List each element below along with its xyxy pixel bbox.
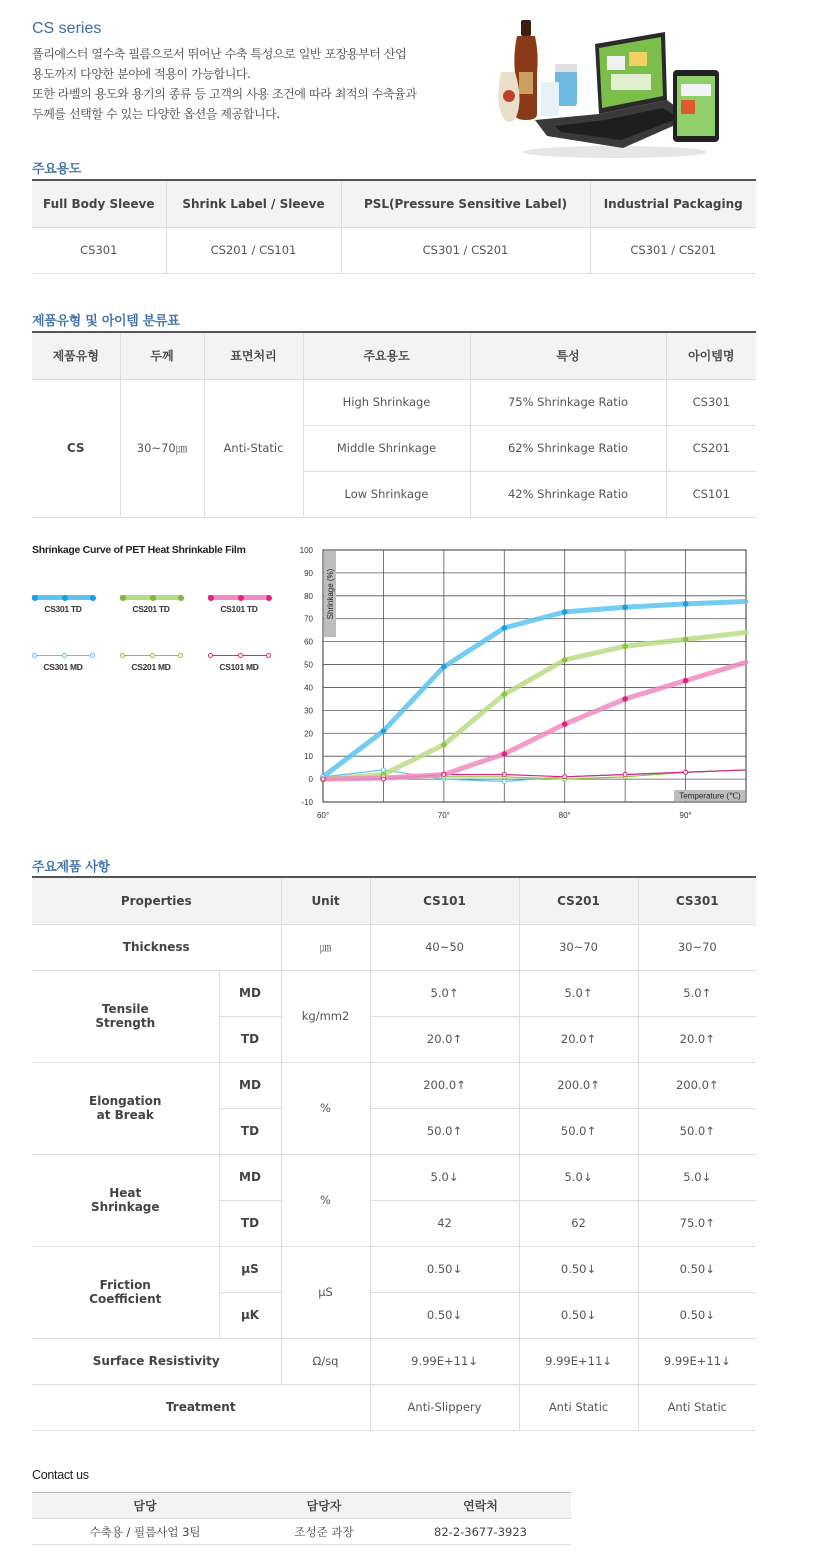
value: 62 xyxy=(519,1200,638,1246)
prop-label: at Break xyxy=(96,1108,154,1122)
legend-dot xyxy=(150,595,156,601)
legend-dot xyxy=(208,653,213,658)
x-axis-label: Temperature (℃) xyxy=(679,791,741,801)
prop-label: Strength xyxy=(95,1016,156,1030)
contact-header: 연락처 xyxy=(390,1493,571,1519)
value: 30~70 xyxy=(519,924,638,970)
legend-dot xyxy=(32,653,37,658)
value: 9.99E+11↓ xyxy=(370,1338,519,1384)
legend-item xyxy=(120,590,190,620)
legend-dot xyxy=(238,595,244,601)
legend-dot xyxy=(120,653,125,658)
contact-phone: 82-2-3677-3923 xyxy=(390,1519,571,1545)
class-header: 표면처리 xyxy=(204,332,303,379)
data-point xyxy=(501,751,507,757)
usage-value: CS301 / CS201 xyxy=(590,227,756,273)
data-point xyxy=(381,768,385,772)
data-point xyxy=(501,692,507,698)
legend-dot xyxy=(266,595,272,601)
sub-uk: μK xyxy=(219,1292,281,1338)
y-tick-label: 70 xyxy=(304,614,313,624)
value: 9.99E+11↓ xyxy=(519,1338,638,1384)
value: 5.0↑ xyxy=(370,970,519,1016)
data-point xyxy=(442,773,446,777)
y-tick-label: 10 xyxy=(304,752,313,762)
intro-text xyxy=(32,44,472,124)
prop-heat-shrinkage xyxy=(32,1154,219,1246)
contact-header: 담당 xyxy=(32,1493,258,1519)
shrinkage-chart xyxy=(290,540,760,825)
specs-header: Properties xyxy=(32,877,281,924)
legend-dot xyxy=(178,595,184,601)
prop-label: Heat xyxy=(109,1186,142,1200)
product-illustration xyxy=(495,14,725,162)
y-tick-label: 20 xyxy=(304,729,313,739)
class-usage: High Shrinkage xyxy=(303,379,470,425)
data-point xyxy=(683,601,689,607)
specs-table xyxy=(32,876,756,1431)
chart-title: Shrinkage Curve of PET Heat Shrinkable Film xyxy=(32,544,246,556)
y-tick-label: 30 xyxy=(304,706,313,716)
legend-label: CS201 MD xyxy=(131,662,171,672)
legend-label: CS101 MD xyxy=(219,662,259,672)
legend-dot xyxy=(62,595,68,601)
y-axis-label: Shrinkage (%) xyxy=(326,568,335,620)
value: 9.99E+11↓ xyxy=(638,1338,756,1384)
value: 50.0↑ xyxy=(519,1108,638,1154)
data-point xyxy=(623,773,627,777)
data-point xyxy=(441,742,447,748)
value: Anti-Slippery xyxy=(370,1384,519,1430)
value: 200.0↑ xyxy=(370,1062,519,1108)
contact-header: 담당자 xyxy=(258,1493,390,1519)
usage-section-title: 주요용도 xyxy=(32,162,82,177)
x-tick-label: 80° xyxy=(558,811,571,820)
intro-line: 또한 라벨의 용도와 용기의 종류 등 고객의 사용 조건에 따라 최적의 수축율과 xyxy=(32,87,417,101)
legend-label: CS201 TD xyxy=(132,604,170,614)
value: 5.0↑ xyxy=(638,970,756,1016)
legend-item xyxy=(208,590,278,620)
legend-label: CS301 TD xyxy=(44,604,82,614)
value: 0.50↓ xyxy=(370,1246,519,1292)
y-tick-label: 100 xyxy=(299,546,313,555)
class-item: CS101 xyxy=(666,471,756,517)
value: 5.0↓ xyxy=(370,1154,519,1200)
unit: % xyxy=(281,1062,370,1154)
data-point xyxy=(502,773,506,777)
value: 0.50↓ xyxy=(638,1246,756,1292)
usage-header: Industrial Packaging xyxy=(590,180,756,227)
data-point xyxy=(563,775,567,779)
value: 5.0↓ xyxy=(638,1154,756,1200)
legend-dot xyxy=(120,595,126,601)
y-tick-label: 90 xyxy=(304,568,313,578)
class-feature: 75% Shrinkage Ratio xyxy=(470,379,666,425)
prop-label: Coefficient xyxy=(89,1292,162,1306)
sub-md: MD xyxy=(219,1062,281,1108)
value: 0.50↓ xyxy=(519,1246,638,1292)
value: 200.0↑ xyxy=(519,1062,638,1108)
value: 30~70 xyxy=(638,924,756,970)
class-feature: 42% Shrinkage Ratio xyxy=(470,471,666,517)
usage-value: CS301 xyxy=(32,227,166,273)
class-header: 주요용도 xyxy=(303,332,470,379)
page-title: CS series xyxy=(32,20,102,37)
usage-value: CS201 / CS101 xyxy=(166,227,341,273)
surface-treatment: Anti-Static xyxy=(204,379,303,517)
value: 20.0↑ xyxy=(370,1016,519,1062)
value: 0.50↓ xyxy=(370,1292,519,1338)
class-usage: Middle Shrinkage xyxy=(303,425,470,471)
sub-td: TD xyxy=(219,1108,281,1154)
usage-header: Shrink Label / Sleeve xyxy=(166,180,341,227)
legend-item xyxy=(32,648,102,678)
legend-item xyxy=(32,590,102,620)
unit: kg/mm2 xyxy=(281,970,370,1062)
value: 20.0↑ xyxy=(638,1016,756,1062)
class-header: 제품유형 xyxy=(32,332,120,379)
class-header: 두께 xyxy=(120,332,204,379)
sub-md: MD xyxy=(219,970,281,1016)
prop-treatment: Treatment xyxy=(32,1384,370,1430)
value: 20.0↑ xyxy=(519,1016,638,1062)
prop-label: Shrinkage xyxy=(90,1200,160,1214)
legend-item xyxy=(208,648,278,678)
prop-elongation xyxy=(32,1062,219,1154)
data-point xyxy=(502,779,506,783)
intro-line: 폴리에스터 열수축 필름으로서 뛰어난 수축 특성으로 일반 포장용부터 산업 xyxy=(32,47,407,61)
data-point xyxy=(622,696,628,702)
prop-label: Friction xyxy=(99,1278,151,1292)
unit: ㎛ xyxy=(281,924,370,970)
contact-dept: 수축용 / 필름사업 3팀 xyxy=(32,1519,258,1545)
legend-dot xyxy=(266,653,271,658)
data-point xyxy=(622,604,628,610)
sub-md: MD xyxy=(219,1154,281,1200)
y-tick-label: 40 xyxy=(304,683,313,693)
unit: Ω/sq xyxy=(281,1338,370,1384)
value: 50.0↑ xyxy=(638,1108,756,1154)
x-tick-label: 60° xyxy=(316,811,330,820)
usage-value: CS301 / CS201 xyxy=(341,227,590,273)
prop-label: Elongation xyxy=(89,1094,162,1108)
legend-dot xyxy=(150,653,155,658)
legend-dot xyxy=(62,653,67,658)
y-tick-label: 0 xyxy=(308,775,313,785)
value: Anti Static xyxy=(638,1384,756,1430)
legend-dot xyxy=(32,595,38,601)
data-point xyxy=(441,664,447,670)
legend-dot xyxy=(238,653,243,658)
legend-dot xyxy=(90,595,96,601)
prop-label: Tensile xyxy=(101,1002,149,1016)
data-point xyxy=(684,770,688,774)
intro-line: 두께를 선택할 수 있는 다양한 옵션을 제공합니다. xyxy=(32,107,280,121)
legend-dot xyxy=(208,595,214,601)
legend-label: CS301 MD xyxy=(43,662,83,672)
data-point xyxy=(562,721,568,727)
x-tick-label: 70° xyxy=(437,811,450,820)
prop-friction xyxy=(32,1246,219,1338)
usage-table xyxy=(32,179,756,274)
data-point xyxy=(501,625,507,631)
value: 40~50 xyxy=(370,924,519,970)
specs-section-title: 주요제품 사항 xyxy=(32,860,110,875)
contact-table xyxy=(32,1492,571,1545)
legend-label: CS101 TD xyxy=(220,604,258,614)
value: 5.0↑ xyxy=(519,970,638,1016)
class-feature: 62% Shrinkage Ratio xyxy=(470,425,666,471)
data-point xyxy=(562,657,568,663)
value: 0.50↓ xyxy=(519,1292,638,1338)
y-tick-label: 60 xyxy=(304,637,313,647)
class-item: CS301 xyxy=(666,379,756,425)
y-tick-label: 50 xyxy=(304,660,313,670)
prop-thickness: Thickness xyxy=(32,924,281,970)
thickness: 30~70㎛ xyxy=(120,379,204,517)
data-point xyxy=(683,678,689,684)
sub-td: TD xyxy=(219,1200,281,1246)
prop-surface-resistivity: Surface Resistivity xyxy=(32,1338,281,1384)
sub-td: TD xyxy=(219,1016,281,1062)
specs-header: CS301 xyxy=(638,877,756,924)
specs-header: Unit xyxy=(281,877,370,924)
classification-table xyxy=(32,331,756,518)
class-item: CS201 xyxy=(666,425,756,471)
legend-item xyxy=(120,648,190,678)
data-point xyxy=(321,777,325,781)
value: 0.50↓ xyxy=(638,1292,756,1338)
legend-dot xyxy=(178,653,183,658)
value: Anti Static xyxy=(519,1384,638,1430)
chart-legend xyxy=(32,590,282,680)
y-tick-label: -10 xyxy=(301,798,313,807)
specs-header: CS201 xyxy=(519,877,638,924)
value: 50.0↑ xyxy=(370,1108,519,1154)
value: 75.0↑ xyxy=(638,1200,756,1246)
class-header: 아이템명 xyxy=(666,332,756,379)
classification-section-title: 제품유형 및 아이템 분류표 xyxy=(32,314,180,329)
data-point xyxy=(622,643,628,649)
value: 42 xyxy=(370,1200,519,1246)
data-point xyxy=(683,637,689,643)
data-point xyxy=(562,609,568,615)
prop-tensile xyxy=(32,970,219,1062)
y-tick-label: 80 xyxy=(304,591,313,601)
usage-header: PSL(Pressure Sensitive Label) xyxy=(341,180,590,227)
x-tick-label: 90° xyxy=(679,811,692,820)
product-type: CS xyxy=(32,379,120,517)
class-header: 특성 xyxy=(470,332,666,379)
specs-header: CS101 xyxy=(370,877,519,924)
unit: % xyxy=(281,1154,370,1246)
value: 5.0↓ xyxy=(519,1154,638,1200)
data-point xyxy=(381,777,385,781)
legend-dot xyxy=(90,653,95,658)
unit: μS xyxy=(281,1246,370,1338)
sub-us: μS xyxy=(219,1246,281,1292)
contact-title: Contact us xyxy=(32,1468,89,1482)
value: 200.0↑ xyxy=(638,1062,756,1108)
data-point xyxy=(381,728,387,734)
usage-header: Full Body Sleeve xyxy=(32,180,166,227)
intro-line: 용도까지 다양한 분야에 적용이 가능합니다. xyxy=(32,67,251,81)
contact-person: 조성준 과장 xyxy=(258,1519,390,1545)
class-usage: Low Shrinkage xyxy=(303,471,470,517)
